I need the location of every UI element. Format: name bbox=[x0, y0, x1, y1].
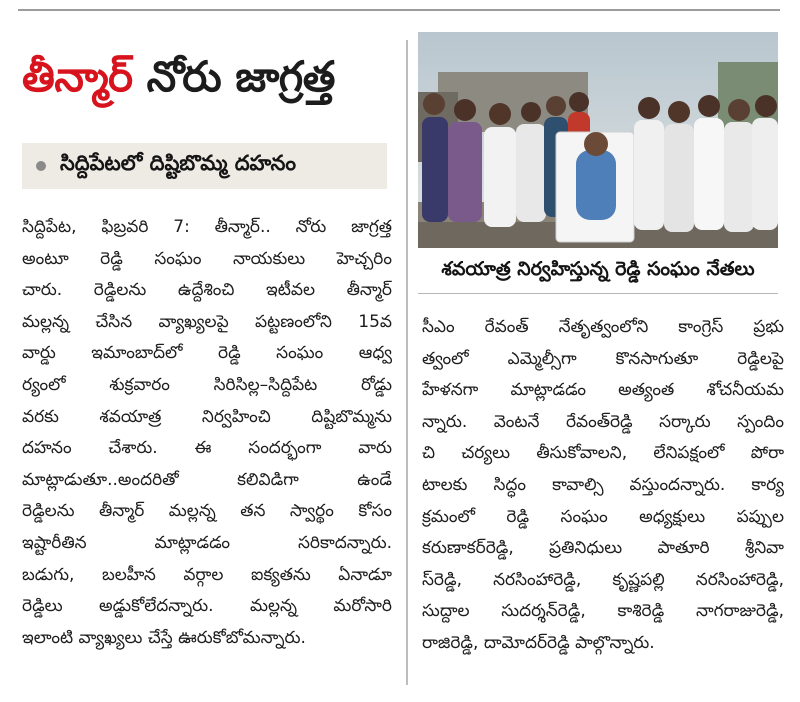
headline-red-part: తీన్మార్ bbox=[22, 52, 133, 101]
headline-dark-part: నోరు జాగ్రత్త bbox=[132, 52, 335, 101]
article-line: ఇలాంటి వ్యాఖ్యలు చేస్తే ఊరుకోబోమన్నారు. bbox=[22, 627, 306, 648]
article-line: వరకు శవయాత్ర నిర్వహించి దిష్టిబొమ్మను bbox=[22, 406, 392, 427]
subheading-box bbox=[22, 143, 387, 189]
right-article-column bbox=[422, 312, 784, 660]
article-line: న్నారు. వెంటనే రేవంత్‌రెడ్డి సర్కారు స్పందిం bbox=[422, 411, 784, 432]
article-line: టాలకు సిద్ధం కావాల్సి వస్తుందన్నారు. కార్య bbox=[422, 474, 784, 495]
article-line: వార్డు ఇమాంబాద్‌లో రెడ్డి సంఘం ఆధ్వ bbox=[22, 343, 392, 364]
article-line: కరుణాకర్‌రెడ్డి, ప్రతినిధులు పాతూరి శ్రీనివా bbox=[422, 538, 784, 559]
article-line: సీఎం రేవంత్ నేతృత్వంలోని కాంగ్రెస్ ప్రభు bbox=[422, 317, 784, 337]
article-line: చారు. రెడ్డిలను ఉద్దేశించి ఇటీవల తీన్మార్ bbox=[22, 280, 392, 301]
column-divider bbox=[406, 40, 408, 685]
article-line: రాజిరెడ్డి, దామోదర్‌రెడ్డి పాల్గొన్నారు. bbox=[422, 632, 655, 653]
photo-illustration bbox=[418, 32, 778, 248]
headline bbox=[22, 52, 335, 112]
article-line: స్‌రెడ్డి, నరసింహారెడ్డి, కృష్ణపల్లి నరసింహారెడ్డి, bbox=[422, 569, 784, 590]
article-line: దహనం చేశారు. ఈ సందర్భంగా వారు bbox=[22, 438, 392, 459]
article-line: సుద్దాల సుదర్శన్‌రెడ్డి, కాశిరెడ్డి నాగరాజురెడ్డి, bbox=[422, 601, 784, 622]
left-article-column bbox=[22, 212, 392, 654]
article-line: హేళనగా మాట్లాడడం అత్యంత శోచనీయమ bbox=[422, 380, 784, 401]
article-line: అంటూ రెడ్డి సంఘం నాయకులు హెచ్చరిం bbox=[22, 248, 392, 269]
article-line: మాట్లాడుతూ..అందరితో కలివిడిగా ఉండే bbox=[22, 469, 392, 490]
article-line: బడుగు, బలహీన వర్గాల ఐక్యతను ఏనాడూ bbox=[22, 564, 392, 585]
article-line: చి చర్యలు తీసుకోవాలని, లేనిపక్షంలో పోరా bbox=[422, 443, 784, 464]
caption-rule bbox=[418, 293, 778, 294]
news-photo bbox=[418, 32, 778, 248]
article-line: సిద్దిపేట, ఫిబ్రవరి 7: తీన్మార్.. నోరు జాగ్రత్త bbox=[22, 217, 392, 237]
article-line: రెడ్డిలు అడ్డుకోలేదన్నారు. మల్లన్న మరోసారి bbox=[22, 596, 392, 617]
article-line: క్రమంలో రెడ్డి సంఘం అధ్యక్షులు పప్పుల bbox=[422, 506, 784, 527]
article-line: ర్యంలో శుక్రవారం సిరిసిల్ల–సిద్దిపేట రోడ్డు bbox=[22, 374, 392, 395]
article-line: ఇష్టారీతిన మాట్లాడడం సరికాదన్నారు. bbox=[22, 532, 392, 553]
article-line: రెడ్డిలను తీన్మార్ మల్లన్న తన స్వార్థం కోసం bbox=[22, 501, 392, 522]
article-line: త్వంలో ఎమ్మెల్సీగా కొనసాగుతూ రెడ్డిలపై bbox=[422, 348, 784, 369]
top-rule bbox=[18, 9, 780, 11]
photo-caption: శవయాత్ర నిర్వహిస్తున్న రెడ్డి సంఘం నేతలు bbox=[441, 258, 755, 280]
bullet-icon bbox=[36, 161, 46, 171]
article-line: మల్లన్న చేసిన వ్యాఖ్యలపై పట్టణంలోని 15వ bbox=[22, 311, 392, 332]
subheading: సిద్దిపేటలో దిష్టిబొమ్మ దహనం bbox=[60, 151, 296, 175]
